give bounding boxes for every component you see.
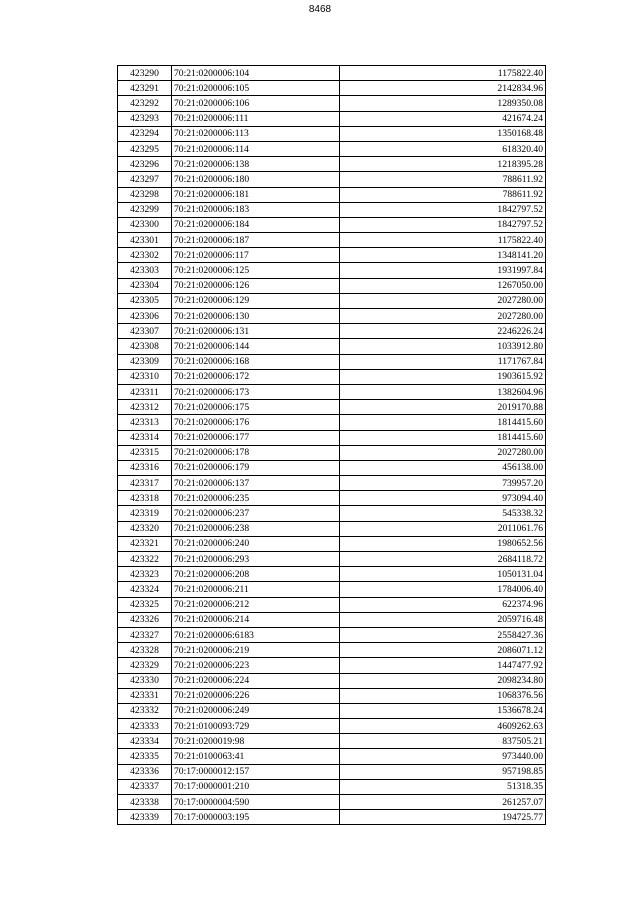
table-row xyxy=(118,141,546,156)
record-number-cell: 423338 xyxy=(118,795,172,810)
cadastral-number-cell: 70:21:0200006:226 xyxy=(172,688,340,703)
record-number-cell: 423335 xyxy=(118,749,172,764)
cadastral-value-cell: 1980652.56 xyxy=(340,536,546,551)
record-number-cell: 423333 xyxy=(118,719,172,734)
table-row xyxy=(118,415,546,430)
cadastral-value-cell: 2027280.00 xyxy=(340,445,546,460)
cadastral-value-cell: 973094.40 xyxy=(340,491,546,506)
record-number-cell: 423331 xyxy=(118,688,172,703)
record-number-cell: 423339 xyxy=(118,810,172,825)
cadastral-number-cell: 70:21:0200006:235 xyxy=(172,491,340,506)
cadastral-number-cell: 70:21:0200006:104 xyxy=(172,66,340,81)
record-number-cell: 423300 xyxy=(118,217,172,232)
table-row xyxy=(118,324,546,339)
record-number-cell: 423301 xyxy=(118,233,172,248)
cadastral-number-cell: 70:21:0200006:113 xyxy=(172,126,340,141)
table-row xyxy=(118,309,546,324)
cadastral-value-cell: 2098234.80 xyxy=(340,673,546,688)
record-number-cell: 423308 xyxy=(118,339,172,354)
table-row xyxy=(118,810,546,825)
cadastral-value-cell: 1289350.08 xyxy=(340,96,546,111)
cadastral-number-cell: 70:21:0200006:168 xyxy=(172,354,340,369)
cadastral-number-cell: 70:21:0200006:172 xyxy=(172,369,340,384)
record-number-cell: 423334 xyxy=(118,734,172,749)
cadastral-number-cell: 70:21:0100063:41 xyxy=(172,749,340,764)
cadastral-value-cell: 1536678.24 xyxy=(340,703,546,718)
cadastral-number-cell: 70:21:0200006:129 xyxy=(172,293,340,308)
cadastral-value-cell: 1068376.56 xyxy=(340,688,546,703)
table-row xyxy=(118,719,546,734)
table-row xyxy=(118,445,546,460)
table-row xyxy=(118,293,546,308)
cadastral-value-cell: 1350168.48 xyxy=(340,126,546,141)
cadastral-number-cell: 70:21:0200006:180 xyxy=(172,172,340,187)
table-row xyxy=(118,521,546,536)
cadastral-number-cell: 70:21:0200006:137 xyxy=(172,476,340,491)
cadastral-number-cell: 70:21:0200006:293 xyxy=(172,552,340,567)
cadastral-value-cell: 1175822.40 xyxy=(340,233,546,248)
record-number-cell: 423320 xyxy=(118,521,172,536)
table-row xyxy=(118,597,546,612)
record-number-cell: 423294 xyxy=(118,126,172,141)
cadastral-value-cell: 1784006.40 xyxy=(340,582,546,597)
cadastral-value-cell: 1033912.80 xyxy=(340,339,546,354)
cadastral-number-cell: 70:21:0200006:219 xyxy=(172,643,340,658)
table-row xyxy=(118,612,546,627)
table-row xyxy=(118,658,546,673)
record-number-cell: 423295 xyxy=(118,141,172,156)
table-row xyxy=(118,354,546,369)
cadastral-value-cell: 421674.24 xyxy=(340,111,546,126)
record-number-cell: 423318 xyxy=(118,491,172,506)
cadastral-value-cell: 1903615.92 xyxy=(340,369,546,384)
record-number-cell: 423324 xyxy=(118,582,172,597)
table-row xyxy=(118,627,546,642)
cadastral-number-cell: 70:21:0200006:130 xyxy=(172,309,340,324)
cadastral-value-cell: 2086071.12 xyxy=(340,643,546,658)
table-row xyxy=(118,506,546,521)
table-row xyxy=(118,552,546,567)
cadastral-value-cell: 618320.40 xyxy=(340,141,546,156)
table-row xyxy=(118,400,546,415)
cadastral-number-cell: 70:17:0000004:590 xyxy=(172,795,340,810)
cadastral-value-cell: 957198.85 xyxy=(340,764,546,779)
table-row xyxy=(118,734,546,749)
record-number-cell: 423293 xyxy=(118,111,172,126)
cadastral-number-cell: 70:21:0200006:187 xyxy=(172,233,340,248)
cadastral-number-cell: 70:21:0200006:173 xyxy=(172,384,340,399)
table-row xyxy=(118,81,546,96)
record-number-cell: 423330 xyxy=(118,673,172,688)
record-number-cell: 423326 xyxy=(118,612,172,627)
cadastral-value-cell: 837505.21 xyxy=(340,734,546,749)
record-number-cell: 423336 xyxy=(118,764,172,779)
table-row xyxy=(118,673,546,688)
cadastral-value-cell: 456138.00 xyxy=(340,460,546,475)
record-number-cell: 423306 xyxy=(118,309,172,324)
table-row xyxy=(118,749,546,764)
cadastral-number-cell: 70:21:0200006:214 xyxy=(172,612,340,627)
record-number-cell: 423327 xyxy=(118,627,172,642)
cadastral-value-cell: 2027280.00 xyxy=(340,293,546,308)
cadastral-number-cell: 70:21:0200006:117 xyxy=(172,248,340,263)
cadastral-number-cell: 70:21:0200006:175 xyxy=(172,400,340,415)
cadastral-value-cell: 1171767.84 xyxy=(340,354,546,369)
cadastral-value-cell: 1267050.00 xyxy=(340,278,546,293)
table-row xyxy=(118,187,546,202)
table-row xyxy=(118,369,546,384)
cadastral-value-cell: 2019170.88 xyxy=(340,400,546,415)
record-number-cell: 423315 xyxy=(118,445,172,460)
record-number-cell: 423332 xyxy=(118,703,172,718)
table-row xyxy=(118,703,546,718)
record-number-cell: 423302 xyxy=(118,248,172,263)
cadastral-number-cell: 70:21:0200006:131 xyxy=(172,324,340,339)
record-number-cell: 423307 xyxy=(118,324,172,339)
cadastral-number-cell: 70:21:0200006:224 xyxy=(172,673,340,688)
table-row xyxy=(118,263,546,278)
cadastral-value-cell: 973440.00 xyxy=(340,749,546,764)
cadastral-value-cell: 622374.96 xyxy=(340,597,546,612)
cadastral-value-cell: 1447477.92 xyxy=(340,658,546,673)
cadastral-value-cell: 788611.92 xyxy=(340,172,546,187)
cadastral-value-cell: 2558427.36 xyxy=(340,627,546,642)
table-row xyxy=(118,460,546,475)
page-number: 8468 xyxy=(308,4,332,15)
table-row xyxy=(118,567,546,582)
record-number-cell: 423319 xyxy=(118,506,172,521)
table-row xyxy=(118,536,546,551)
cadastral-number-cell: 70:17:0000012:157 xyxy=(172,764,340,779)
table-row xyxy=(118,172,546,187)
record-number-cell: 423337 xyxy=(118,779,172,794)
record-number-cell: 423325 xyxy=(118,597,172,612)
table-row xyxy=(118,491,546,506)
record-number-cell: 423303 xyxy=(118,263,172,278)
record-number-cell: 423299 xyxy=(118,202,172,217)
record-number-cell: 423314 xyxy=(118,430,172,445)
record-number-cell: 423311 xyxy=(118,384,172,399)
cadastral-value-cell: 194725.77 xyxy=(340,810,546,825)
table-row xyxy=(118,384,546,399)
table-row xyxy=(118,96,546,111)
record-number-cell: 423310 xyxy=(118,369,172,384)
record-number-cell: 423316 xyxy=(118,460,172,475)
record-number-cell: 423304 xyxy=(118,278,172,293)
cadastral-number-cell: 70:21:0200006:177 xyxy=(172,430,340,445)
table-row xyxy=(118,278,546,293)
record-number-cell: 423317 xyxy=(118,476,172,491)
cadastral-number-cell: 70:21:0200006:105 xyxy=(172,81,340,96)
record-number-cell: 423296 xyxy=(118,157,172,172)
cadastral-number-cell: 70:21:0200006:211 xyxy=(172,582,340,597)
cadastral-number-cell: 70:21:0200006:237 xyxy=(172,506,340,521)
cadastral-value-cell: 2011061.76 xyxy=(340,521,546,536)
record-number-cell: 423312 xyxy=(118,400,172,415)
table-row xyxy=(118,430,546,445)
record-number-cell: 423305 xyxy=(118,293,172,308)
cadastral-number-cell: 70:21:0200006:238 xyxy=(172,521,340,536)
cadastral-value-cell: 545338.32 xyxy=(340,506,546,521)
cadastral-value-cell: 2246226.24 xyxy=(340,324,546,339)
cadastral-value-cell: 1218395.28 xyxy=(340,157,546,172)
cadastral-number-cell: 70:21:0200006:240 xyxy=(172,536,340,551)
cadastral-value-cell: 739957.20 xyxy=(340,476,546,491)
cadastral-value-cell: 1842797.52 xyxy=(340,217,546,232)
cadastral-number-cell: 70:21:0200006:126 xyxy=(172,278,340,293)
cadastral-value-cell: 1814415.60 xyxy=(340,415,546,430)
cadastral-number-cell: 70:21:0200006:138 xyxy=(172,157,340,172)
cadastral-number-cell: 70:21:0200006:125 xyxy=(172,263,340,278)
cadastral-number-cell: 70:21:0200006:144 xyxy=(172,339,340,354)
cadastral-value-cell: 1175822.40 xyxy=(340,66,546,81)
cadastral-value-cell: 1382604.96 xyxy=(340,384,546,399)
cadastral-number-cell: 70:21:0200006:111 xyxy=(172,111,340,126)
table-row xyxy=(118,582,546,597)
table-row xyxy=(118,111,546,126)
record-number-cell: 423329 xyxy=(118,658,172,673)
cadastral-value-cell: 51318.35 xyxy=(340,779,546,794)
cadastral-value-cell: 1050131.04 xyxy=(340,567,546,582)
cadastral-number-cell: 70:21:0200006:223 xyxy=(172,658,340,673)
table-row xyxy=(118,66,546,81)
table-row xyxy=(118,217,546,232)
cadastral-number-cell: 70:21:0200006:6183 xyxy=(172,627,340,642)
cadastral-value-table xyxy=(117,65,546,825)
cadastral-number-cell: 70:21:0200006:208 xyxy=(172,567,340,582)
table-row xyxy=(118,779,546,794)
record-number-cell: 423292 xyxy=(118,96,172,111)
table-row xyxy=(118,643,546,658)
table-row xyxy=(118,202,546,217)
cadastral-number-cell: 70:21:0200006:184 xyxy=(172,217,340,232)
cadastral-number-cell: 70:21:0200006:114 xyxy=(172,141,340,156)
cadastral-value-cell: 788611.92 xyxy=(340,187,546,202)
cadastral-value-cell: 261257.07 xyxy=(340,795,546,810)
cadastral-number-cell: 70:21:0200006:249 xyxy=(172,703,340,718)
cadastral-value-cell: 1814415.60 xyxy=(340,430,546,445)
cadastral-number-cell: 70:21:0100093:729 xyxy=(172,719,340,734)
cadastral-value-cell: 2027280.00 xyxy=(340,309,546,324)
cadastral-number-cell: 70:21:0200006:176 xyxy=(172,415,340,430)
record-number-cell: 423291 xyxy=(118,81,172,96)
table-row xyxy=(118,688,546,703)
record-number-cell: 423290 xyxy=(118,66,172,81)
record-number-cell: 423328 xyxy=(118,643,172,658)
record-number-cell: 423323 xyxy=(118,567,172,582)
cadastral-number-cell: 70:21:0200006:106 xyxy=(172,96,340,111)
table-row xyxy=(118,248,546,263)
table-row xyxy=(118,157,546,172)
table-body xyxy=(118,66,546,825)
cadastral-value-cell: 2684118.72 xyxy=(340,552,546,567)
cadastral-number-cell: 70:17:0000003:195 xyxy=(172,810,340,825)
cadastral-number-cell: 70:21:0200006:181 xyxy=(172,187,340,202)
table-row xyxy=(118,126,546,141)
table-row xyxy=(118,764,546,779)
cadastral-number-cell: 70:21:0200006:212 xyxy=(172,597,340,612)
cadastral-value-cell: 1348141.20 xyxy=(340,248,546,263)
table-row xyxy=(118,339,546,354)
record-number-cell: 423321 xyxy=(118,536,172,551)
record-number-cell: 423297 xyxy=(118,172,172,187)
cadastral-value-cell: 4609262.63 xyxy=(340,719,546,734)
record-number-cell: 423298 xyxy=(118,187,172,202)
cadastral-number-cell: 70:21:0200019:98 xyxy=(172,734,340,749)
cadastral-number-cell: 70:21:0200006:178 xyxy=(172,445,340,460)
cadastral-value-cell: 1931997.84 xyxy=(340,263,546,278)
table-row xyxy=(118,233,546,248)
record-number-cell: 423313 xyxy=(118,415,172,430)
cadastral-number-cell: 70:21:0200006:179 xyxy=(172,460,340,475)
table-row xyxy=(118,795,546,810)
cadastral-value-cell: 2059716.48 xyxy=(340,612,546,627)
cadastral-value-cell: 2142834.96 xyxy=(340,81,546,96)
record-number-cell: 423309 xyxy=(118,354,172,369)
table-row xyxy=(118,476,546,491)
cadastral-number-cell: 70:21:0200006:183 xyxy=(172,202,340,217)
cadastral-value-cell: 1842797.52 xyxy=(340,202,546,217)
cadastral-number-cell: 70:17:0000001:210 xyxy=(172,779,340,794)
record-number-cell: 423322 xyxy=(118,552,172,567)
